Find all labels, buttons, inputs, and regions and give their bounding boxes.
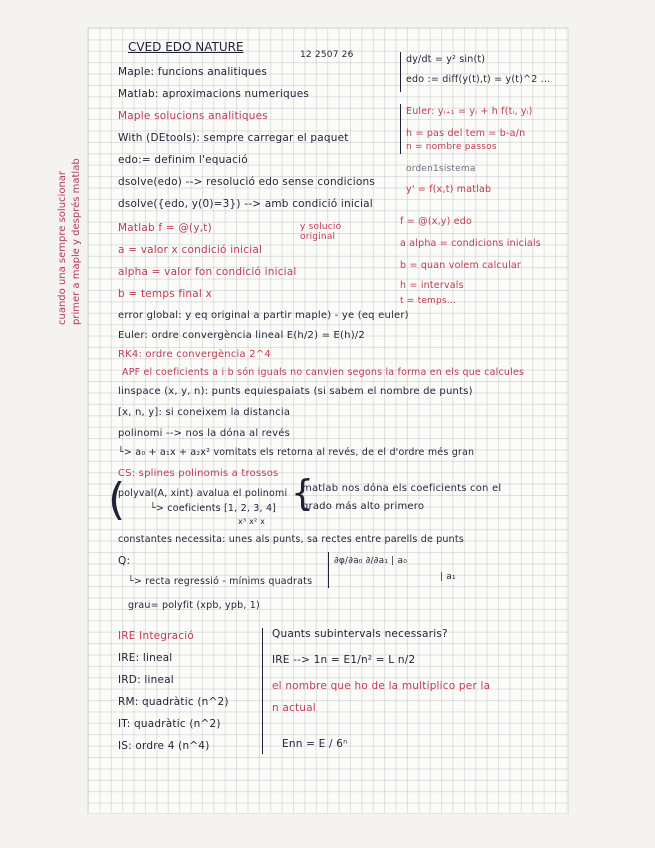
note-line: CS: splines polinomis a trossos — [118, 468, 279, 479]
note-line: f = @(x,y) edo — [400, 216, 473, 227]
equation: orden1sistema — [406, 164, 476, 174]
note-line: polinomi --> nos la dóna al revés — [118, 428, 291, 439]
note-line: [x, n, y]: si coneixem la distancia — [118, 407, 291, 418]
note-line: Quants subintervals necessaris? — [272, 628, 448, 640]
note-line: b = quan volem calcular — [400, 260, 522, 271]
note-line: APF el coeficients a i b són iguals no canvien segons la forma en els que calcules — [122, 367, 525, 378]
note-line: n actual — [272, 702, 316, 714]
brace-left: ( — [108, 474, 126, 525]
note-line: IRD: lineal — [118, 674, 174, 686]
note-line: dsolve(edo) --> resolució edo sense condicions — [118, 176, 376, 188]
note-line: └> coeficients [1, 2, 3, 4] — [150, 503, 277, 514]
note-line: a = valor x condició inicial — [118, 244, 263, 256]
note-line: constantes necessita: unes als punts, sa rectes entre parells de punts — [118, 534, 464, 545]
note-line: t = temps... — [400, 296, 457, 306]
note-line: Enn = E / 6ⁿ — [282, 738, 348, 750]
equation: y' = f(x,t) matlab — [406, 184, 492, 195]
side-note-line: primer a maple y després matlab — [71, 158, 82, 325]
note-line: IRE --> 1n = E1/n² = L n/2 — [272, 654, 416, 666]
page-title: CVED EDO NATURE — [128, 40, 244, 54]
note-line: RK4: ordre convergència 2^4 — [118, 349, 271, 360]
note-line: h = intervals — [400, 280, 464, 291]
equation: ∂φ/∂a₀ ∂/∂a₁ | a₀ — [334, 556, 408, 566]
note-line: With (DEtools): sempre carregar el paquet — [118, 132, 349, 144]
equation: | a₁ — [440, 572, 456, 582]
page-date: 12 2507 26 — [300, 50, 354, 60]
note-line: b = temps final x — [118, 288, 212, 300]
note-line: Maple solucions analitiques — [118, 110, 268, 122]
note-line: IT: quadràtic (n^2) — [118, 718, 221, 730]
note-line: el nombre que ho de la multiplico per la — [272, 680, 491, 692]
divider-line — [262, 628, 263, 754]
side-note — [56, 105, 84, 325]
note-line: grau= polyfit (xpb, ypb, 1) — [128, 600, 260, 611]
note-line: └> a₀ + a₁x + a₂x² vomitats els retorna al revés, de el d'ordre més gran — [118, 447, 475, 458]
note-line: a alpha = condicions inicials — [400, 238, 541, 249]
note-line: IRE: lineal — [118, 652, 173, 664]
equation: edo := diff(y(t),t) = y(t)^2 ... — [406, 74, 551, 85]
margin-note: y solució original — [300, 222, 342, 242]
side-note-line: cuando una sempre solucionar — [57, 170, 68, 325]
note-line: linspace (x, y, n): punts equiespaiats (si sabem el nombre de punts) — [118, 386, 473, 397]
note-line: Euler: ordre convergència lineal E(h/2) = E(h)/2 — [118, 330, 365, 341]
brace-right: { — [291, 473, 314, 514]
brace-line — [328, 552, 329, 588]
note-line: dsolve({edo, y(0)=3}) --> amb condició inicial — [118, 198, 373, 210]
note-line: polyval(A, xint) avalua el polinomi — [118, 488, 288, 499]
note-line: IRE Integració — [118, 630, 195, 642]
brace-line — [400, 104, 401, 154]
note-line: IS: ordre 4 (n^4) — [118, 740, 210, 752]
note-line: alpha = valor fon condició inicial — [118, 266, 297, 278]
note-line: edo:= definim l'equació — [118, 154, 248, 166]
note-line: Maple: funcions analitiques — [118, 66, 268, 78]
note-line: error global: y eq original a partir maple) - ye (eq euler) — [118, 310, 409, 321]
note-line: Matlab: aproximacions numeriques — [118, 88, 310, 100]
brace-line — [400, 52, 401, 92]
equation: n = nombre passos — [406, 142, 497, 152]
note-line: x³ x² x — [238, 517, 266, 526]
note-line: grado más alto primero — [302, 501, 425, 512]
note-line: Q: — [118, 555, 131, 567]
equation: Euler: yᵢ₊₁ = yᵢ + h f(tᵢ, yᵢ) — [406, 106, 533, 117]
note-line: Matlab f = @(y,t) — [118, 222, 212, 234]
note-line: matlab nos dóna els coeficients con el — [302, 483, 502, 494]
note-line: └> recta regressió - mínims quadrats — [128, 576, 313, 587]
equation: dy/dt = y² sin(t) — [406, 54, 486, 65]
equation: h = pas del tem = b-a/n — [406, 128, 526, 139]
note-line: RM: quadràtic (n^2) — [118, 696, 229, 708]
